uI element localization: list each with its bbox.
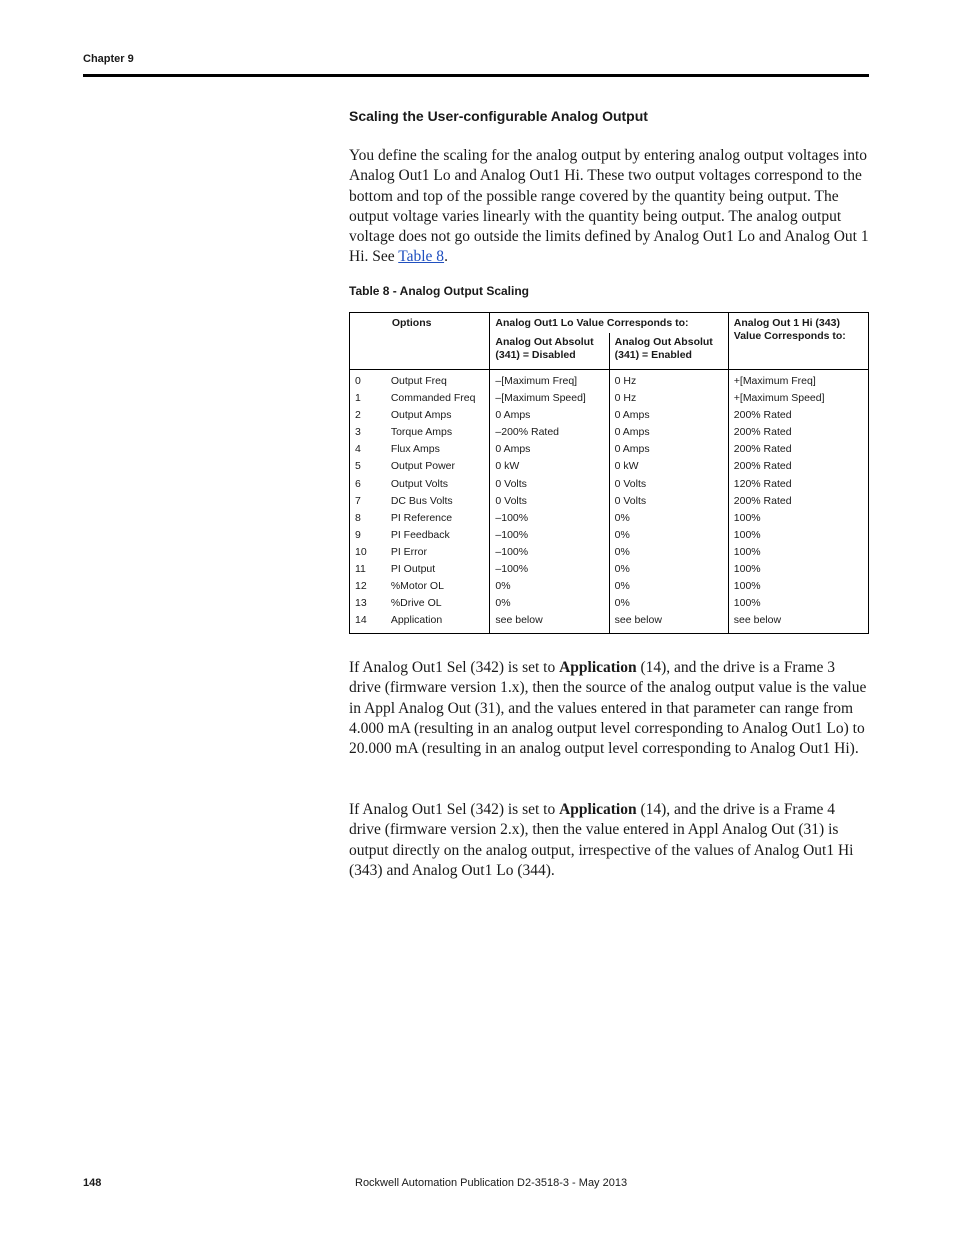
lo-disabled-cell: –[Maximum Freq] [490,370,609,391]
frame4-text-start: If Analog Out1 Sel (342) is set to [349,801,560,818]
option-name-cell: PI Error [386,544,490,561]
table-row [350,544,869,561]
lo-disabled-cell: 0 kW [490,458,609,475]
row-number-cell: 14 [350,612,386,634]
lo-disabled-header: Analog Out Absolut (341) = Disabled [490,333,609,370]
row-number-cell: 1 [350,390,386,407]
table-body [350,370,869,634]
row-number-cell: 12 [350,578,386,595]
option-name-cell: Torque Amps [386,424,490,441]
hi-value-cell: 200% Rated [728,441,868,458]
lo-disabled-cell: –100% [490,527,609,544]
option-name-cell: %Motor OL [386,578,490,595]
option-name-cell: Flux Amps [386,441,490,458]
hi-value-cell: +[Maximum Speed] [728,390,868,407]
hi-value-cell: 100% [728,578,868,595]
lo-enabled-cell: 0% [609,510,728,527]
lo-enabled-cell: 0 Volts [609,476,728,493]
table-row [350,561,869,578]
hi-value-cell: 120% Rated [728,476,868,493]
row-number-cell: 10 [350,544,386,561]
table-row [350,510,869,527]
intro-text-end: . [444,248,448,266]
table-row [350,441,869,458]
page-number: 148 [83,1177,102,1189]
lo-disabled-cell: see below [490,612,609,634]
hi-value-cell: 100% [728,561,868,578]
table-row [350,424,869,441]
option-name-cell: PI Feedback [386,527,490,544]
hi-header: Analog Out 1 Hi (343) Value Corresponds to: [728,313,868,370]
table-row [350,458,869,475]
frame4-paragraph [349,800,869,881]
lo-disabled-cell: –100% [490,544,609,561]
intro-paragraph [349,146,869,268]
frame3-text-start: If Analog Out1 Sel (342) is set to [349,659,560,676]
lo-enabled-cell: 0 kW [609,458,728,475]
publication-info: Rockwell Automation Publication D2-3518-3 - May 2013 [355,1177,628,1189]
option-name-cell: Output Power [386,458,490,475]
lo-disabled-cell: –[Maximum Speed] [490,390,609,407]
table-row [350,612,869,634]
row-number-cell: 2 [350,407,386,424]
option-name-cell: Commanded Freq [386,390,490,407]
table-row [350,390,869,407]
lo-enabled-cell: 0 Volts [609,493,728,510]
row-number-cell: 5 [350,458,386,475]
hi-value-cell: 100% [728,510,868,527]
option-name-cell: PI Output [386,561,490,578]
section-title: Scaling the User-configurable Analog Output [349,108,648,124]
analog-output-scaling-table [349,312,869,634]
frame4-text-end: (14), and the drive is a Frame 4 drive (firmware version 2.x), then the value entered in Appl Analog Out (31) is output directly on the analog output, irrespective of the values of Analog Out1 Hi (343) and Analog Out1 Lo (344). [349,801,854,879]
lo-enabled-cell: 0 Hz [609,370,728,391]
option-name-cell: Application [386,612,490,634]
num-header [350,313,386,370]
options-header: Options [386,313,490,370]
table-row [350,527,869,544]
table-row [350,476,869,493]
table-row [350,595,869,612]
frame3-paragraph [349,658,869,759]
lo-enabled-cell: 0% [609,527,728,544]
option-name-cell: Output Volts [386,476,490,493]
hi-value-cell: 100% [728,595,868,612]
frame4-bold: Application [559,801,637,818]
frame3-text-end: (14), and the drive is a Frame 3 drive (firmware version 1.x), then the source of the analog output value is the value in Appl Analog Out (31), and the values entered in that parameter can range from 4.000 mA (resulting in an analog output level corresponding to Analog Out1 Lo) to 20.000 mA (resulting in an analog output level corresponding to Analog Out1 Hi). [349,659,867,758]
lo-enabled-cell: 0% [609,578,728,595]
row-number-cell: 3 [350,424,386,441]
lo-enabled-cell: see below [609,612,728,634]
option-name-cell: PI Reference [386,510,490,527]
hi-value-cell: 200% Rated [728,458,868,475]
table-row [350,407,869,424]
hi-value-cell: 200% Rated [728,407,868,424]
lo-disabled-cell: 0 Volts [490,493,609,510]
chapter-label: Chapter 9 [83,53,134,65]
hi-value-cell: see below [728,612,868,634]
lo-disabled-cell: 0 Volts [490,476,609,493]
row-number-cell: 0 [350,370,386,391]
lo-enabled-cell: 0% [609,561,728,578]
option-name-cell: DC Bus Volts [386,493,490,510]
row-number-cell: 4 [350,441,386,458]
row-number-cell: 7 [350,493,386,510]
hi-value-cell: +[Maximum Freq] [728,370,868,391]
option-name-cell: Output Freq [386,370,490,391]
row-number-cell: 6 [350,476,386,493]
lo-enabled-cell: 0% [609,595,728,612]
lo-disabled-cell: 0 Amps [490,441,609,458]
lo-enabled-cell: 0 Amps [609,441,728,458]
hi-value-cell: 100% [728,544,868,561]
header-rule [83,74,869,77]
lo-enabled-cell: 0% [609,544,728,561]
lo-disabled-cell: 0% [490,595,609,612]
lo-enabled-header: Analog Out Absolut (341) = Enabled [609,333,728,370]
hi-value-cell: 200% Rated [728,493,868,510]
lo-disabled-cell: –100% [490,510,609,527]
lo-group-header: Analog Out1 Lo Value Corresponds to: [490,313,728,334]
table-8-link[interactable]: Table 8 [398,248,445,266]
table-caption: Table 8 - Analog Output Scaling [349,284,530,298]
lo-disabled-cell: –200% Rated [490,424,609,441]
lo-enabled-cell: 0 Amps [609,407,728,424]
lo-disabled-cell: 0 Amps [490,407,609,424]
table-row [350,370,869,391]
option-name-cell: %Drive OL [386,595,490,612]
lo-enabled-cell: 0 Hz [609,390,728,407]
table-row [350,493,869,510]
table-row [350,578,869,595]
option-name-cell: Output Amps [386,407,490,424]
row-number-cell: 13 [350,595,386,612]
lo-enabled-cell: 0 Amps [609,424,728,441]
hi-value-cell: 200% Rated [728,424,868,441]
intro-text: You define the scaling for the analog output by entering analog output voltages into Analog Out1 Lo and Analog Out1 Hi. These two output voltages correspond to the bottom and top of the possible range covered by the quantity being output. The output voltage varies linearly with the quantity being output. The analog output voltage does not go outside the limits defined by Analog Out1 Lo and Analog Out 1 Hi. See [349,147,869,266]
hi-value-cell: 100% [728,527,868,544]
row-number-cell: 11 [350,561,386,578]
lo-disabled-cell: 0% [490,578,609,595]
row-number-cell: 8 [350,510,386,527]
row-number-cell: 9 [350,527,386,544]
lo-disabled-cell: –100% [490,561,609,578]
frame3-bold: Application [559,659,637,676]
